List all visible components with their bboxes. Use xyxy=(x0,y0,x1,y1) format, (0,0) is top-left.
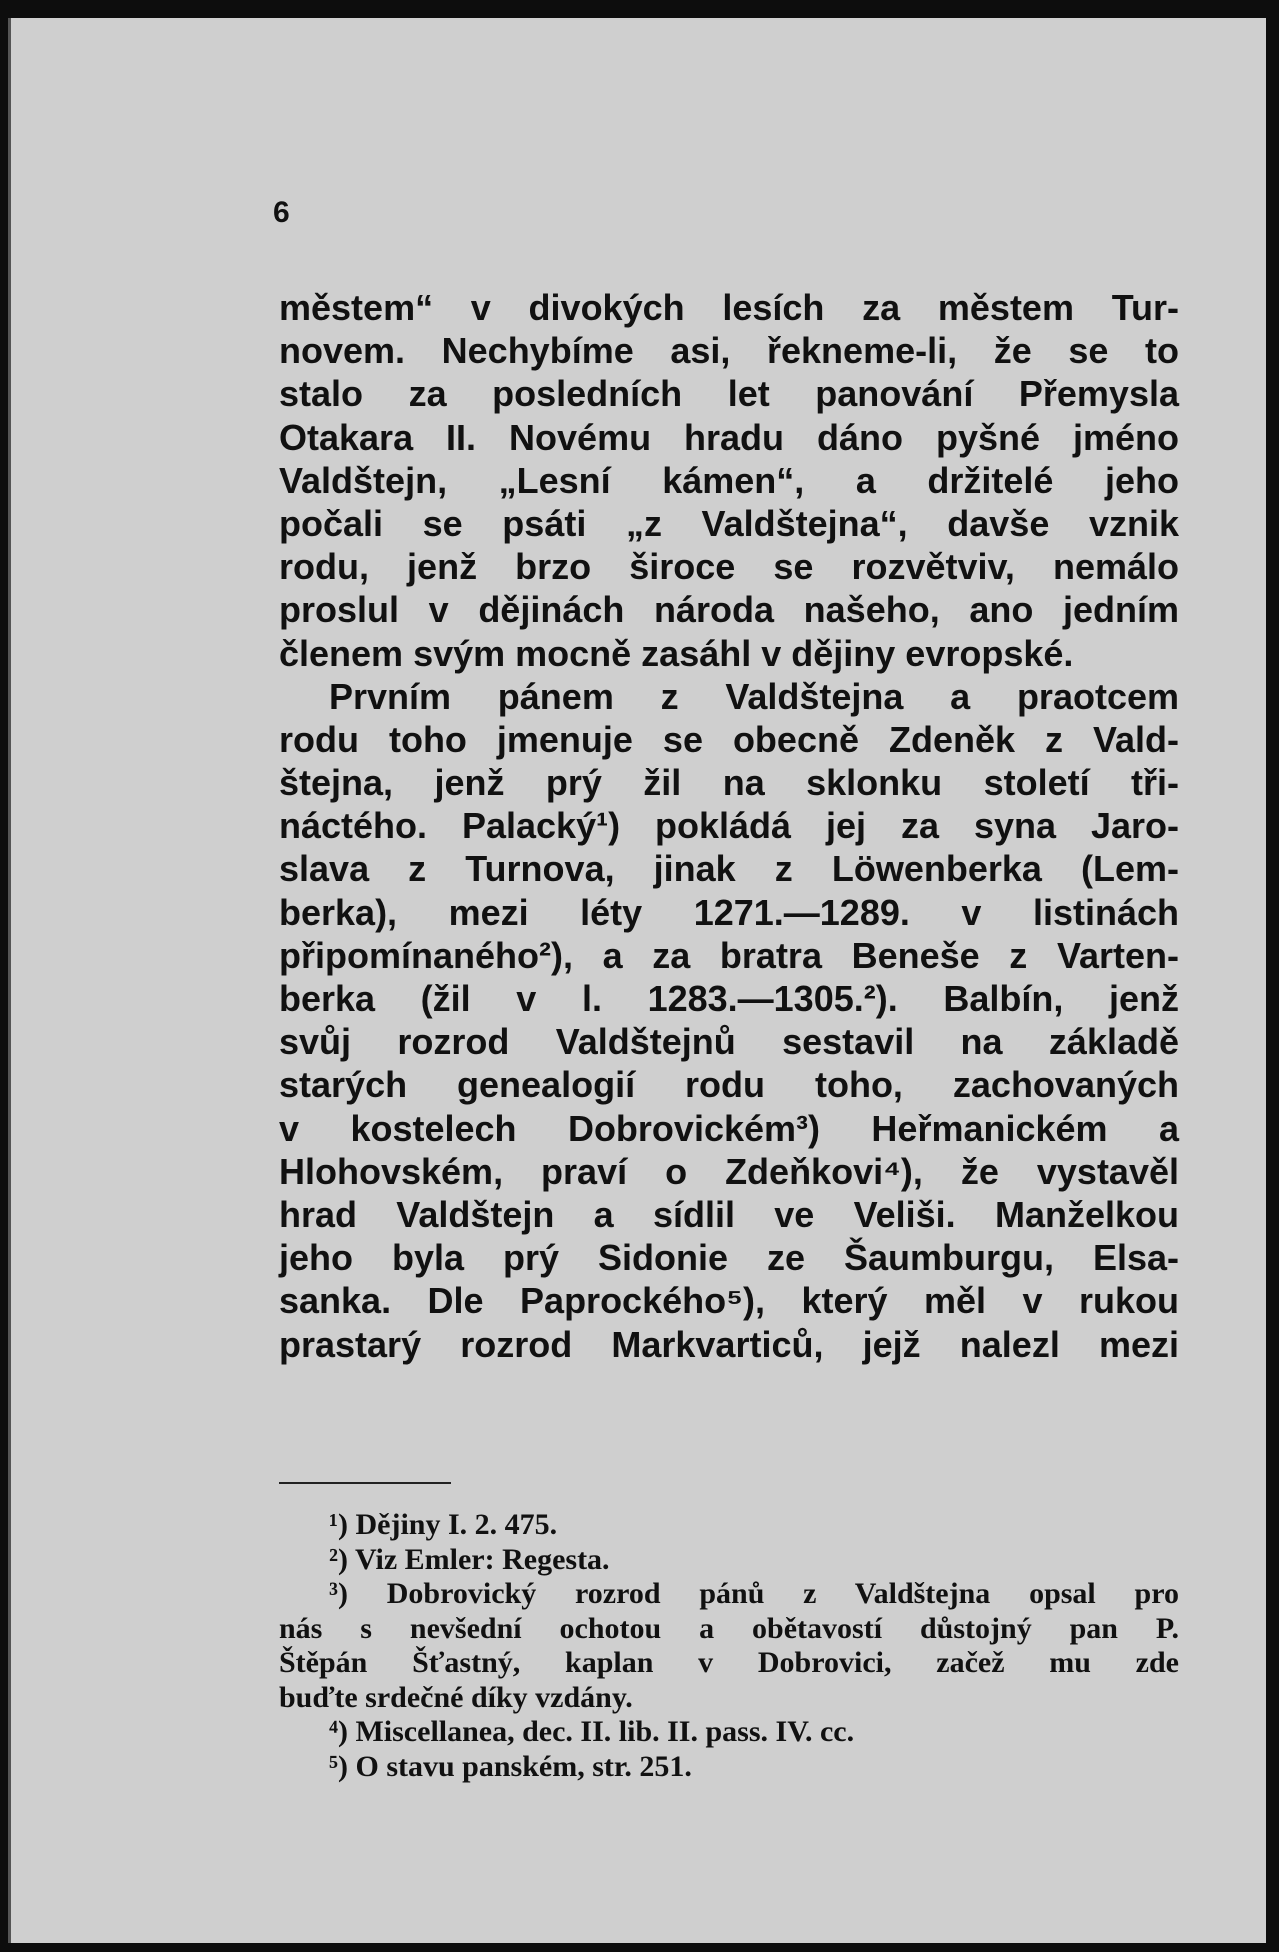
footnote: ¹) Dějiny I. 2. 475. xyxy=(329,1508,558,1541)
text-line: berka), mezi léty 1271.—1289. v listinách xyxy=(279,891,1179,933)
footnote: ⁴) Miscellanea, dec. II. lib. II. pass. IV. cc. xyxy=(329,1715,855,1748)
text-line: připomínaného²), a za bratra Beneše z Varten- xyxy=(279,934,1179,976)
footnote: Štěpán Šťastný, kaplan v Dobrovici, začež mu zde xyxy=(279,1646,1179,1679)
footnotes xyxy=(279,1508,1179,1784)
text-line: stalo za posledních let panování Přemysla xyxy=(279,373,1179,415)
footnote-divider xyxy=(279,1482,451,1484)
text-line: proslul v dějinách národa našeho, ano jedním xyxy=(279,589,1179,631)
text-line: rodu toho jmenuje se obecně Zdeněk z Vald- xyxy=(279,718,1179,760)
text-line: novem. Nechybíme asi, řekneme-li, že se to xyxy=(279,330,1179,372)
body-text xyxy=(279,286,1179,1366)
text-line: rodu, jenž brzo široce se rozvětviv, nemálo xyxy=(279,546,1179,588)
text-line: Valdštejn, „Lesní kámen“, a držitelé jeho xyxy=(279,459,1179,501)
text-line: městem“ v divokých lesích za městem Tur- xyxy=(279,287,1179,328)
text-line: starých genealogií rodu toho, zachovaných xyxy=(279,1064,1179,1106)
footnote: buďte srdečné díky vzdány. xyxy=(279,1680,633,1714)
text-line: slava z Turnova, jinak z Löwenberka (Lem- xyxy=(279,848,1179,890)
text-line: svůj rozrod Valdštejnů sestavil na základě xyxy=(279,1021,1179,1063)
text-line: Hlohovském, praví o Zdeňkovi⁴), že vystavěl xyxy=(279,1150,1179,1192)
text-line: jeho byla prý Sidonie ze Šaumburgu, Elsa- xyxy=(279,1237,1179,1279)
text-line: Otakara II. Novému hradu dáno pyšné jméno xyxy=(279,416,1179,458)
footnote: ³) Dobrovický rozrod pánů z Valdštejna opsal pro xyxy=(329,1577,1179,1610)
text-line: Prvním pánem z Valdštejna a praotcem xyxy=(329,675,1179,717)
text-line: sanka. Dle Paprockého⁵), který měl v rukou xyxy=(279,1280,1179,1322)
footnote: nás s nevšední ochotou a obětavostí důstojný pan P. xyxy=(279,1611,1179,1645)
footnote: ²) Viz Emler: Regesta. xyxy=(329,1542,610,1576)
footnote: ⁵) O stavu panském, str. 251. xyxy=(329,1749,692,1783)
text-line: členem svým mocně zasáhl v dějiny evropské. xyxy=(279,632,1074,674)
document-page xyxy=(8,18,1266,1943)
page-number: 6 xyxy=(273,196,290,229)
text-line: berka (žil v l. 1283.—1305.²). Balbín, jenž xyxy=(279,978,1179,1019)
text-line: štejna, jenž prý žil na sklonku století tři- xyxy=(279,762,1179,804)
text-line: prastarý rozrod Markvarticů, jejž nalezl mezi xyxy=(279,1323,1179,1365)
text-line: v kostelech Dobrovickém³) Heřmanickém a xyxy=(279,1107,1179,1149)
text-line: náctého. Palacký¹) pokládá jej za syna Jaro- xyxy=(279,805,1179,847)
text-line: hrad Valdštejn a sídlil ve Veliši. Manželkou xyxy=(279,1193,1179,1235)
text-line: počali se psáti „z Valdštejna“, davše vznik xyxy=(279,502,1179,544)
